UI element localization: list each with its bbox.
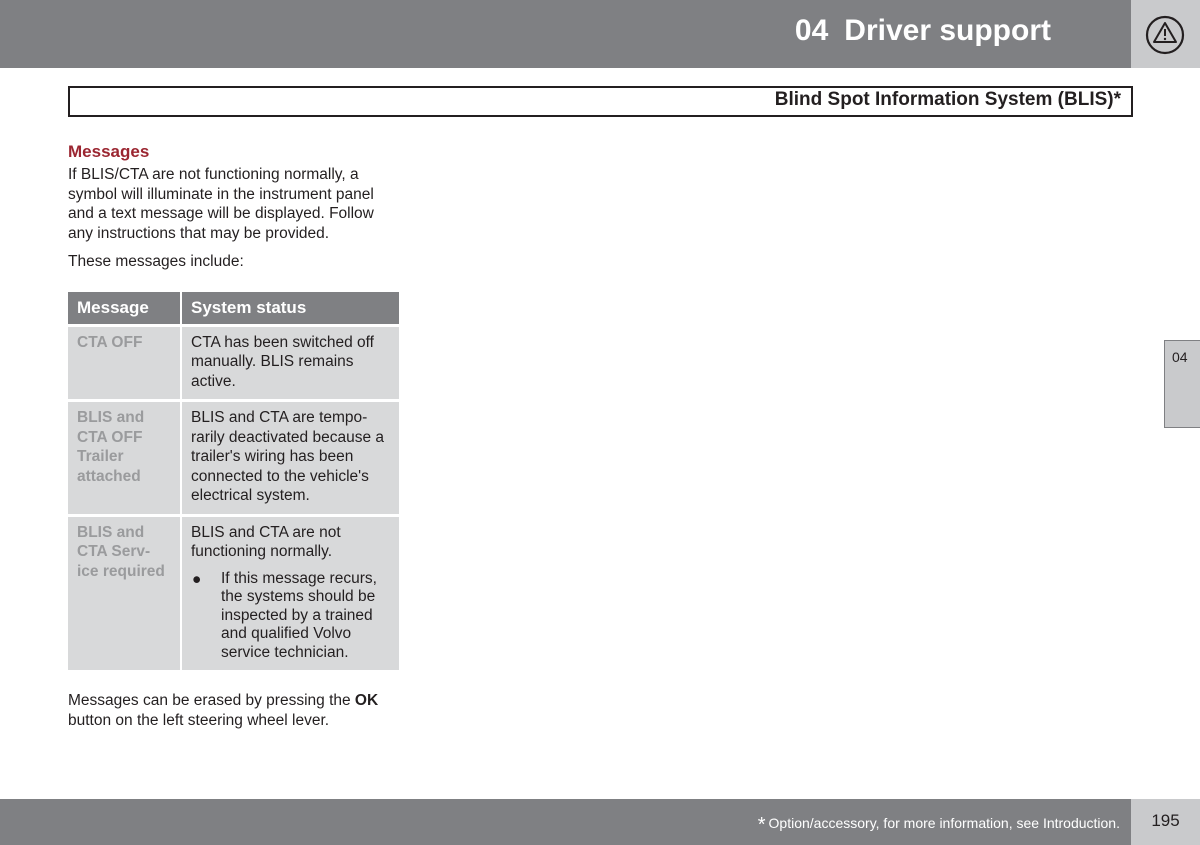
table-row bbox=[68, 515, 399, 672]
chapter-name: Driver support bbox=[844, 14, 1051, 47]
table-header-row bbox=[68, 292, 399, 326]
table-row bbox=[68, 401, 399, 516]
table-row bbox=[68, 325, 399, 401]
bullet-item bbox=[191, 570, 390, 663]
column-header-status: System status bbox=[181, 292, 399, 326]
bullet-text: If this message recurs, the systems should be inspected by a trained and qualified Volvo service technician. bbox=[221, 569, 377, 661]
status-cell: CTA has been switched off manually. BLIS remains active. bbox=[181, 325, 399, 401]
page-number: 195 bbox=[1151, 811, 1180, 830]
intro-paragraph: If BLIS/CTA are not functioning normally, a symbol will illuminate in the instrument panel and a text message will be displayed. Follow any instructions that may be provided. bbox=[68, 166, 374, 242]
message-cell: BLIS and CTA OFF Trailer attached bbox=[68, 401, 181, 516]
message-cell: BLIS and CTA Serv-ice required bbox=[68, 515, 181, 672]
footer-bar bbox=[0, 799, 1131, 845]
messages-table bbox=[68, 292, 399, 674]
footnote bbox=[758, 811, 1120, 834]
closing-text-after: button on the left steering wheel lever. bbox=[68, 711, 330, 729]
messages-heading: Messages bbox=[68, 142, 150, 161]
lead-paragraph: These messages include: bbox=[68, 253, 244, 270]
footnote-text: Option/accessory, for more information, see Introduction. bbox=[768, 815, 1120, 831]
header-bar bbox=[0, 0, 1131, 68]
bullet-dot-icon: ● bbox=[192, 570, 202, 588]
side-tab-label: 04 bbox=[1172, 349, 1188, 365]
content-column bbox=[68, 142, 400, 739]
closing-paragraph bbox=[68, 691, 400, 730]
closing-text-before: Messages can be erased by pressing the bbox=[68, 692, 355, 709]
chapter-side-tab[interactable] bbox=[1164, 340, 1200, 428]
status-text: BLIS and CTA are not functioning normally. bbox=[191, 523, 341, 560]
footnote-star: * bbox=[757, 814, 766, 836]
status-cell bbox=[181, 515, 399, 672]
section-title: Blind Spot Information System (BLIS)* bbox=[774, 89, 1121, 110]
status-cell: BLIS and CTA are tempo-rarily deactivated because a trailer's wiring has been connected to the vehicle's electrical system. bbox=[181, 401, 399, 516]
message-cell: CTA OFF bbox=[68, 325, 181, 401]
chapter-number: 04 bbox=[794, 14, 829, 47]
warning-triangle-icon bbox=[1131, 0, 1200, 68]
column-header-message: Message bbox=[68, 292, 181, 326]
page-number-box bbox=[1131, 799, 1200, 845]
section-title-box bbox=[68, 86, 1133, 117]
ok-button-label: OK bbox=[354, 692, 379, 709]
chapter-title bbox=[795, 14, 1051, 48]
chapter-icon-box bbox=[1131, 0, 1200, 68]
